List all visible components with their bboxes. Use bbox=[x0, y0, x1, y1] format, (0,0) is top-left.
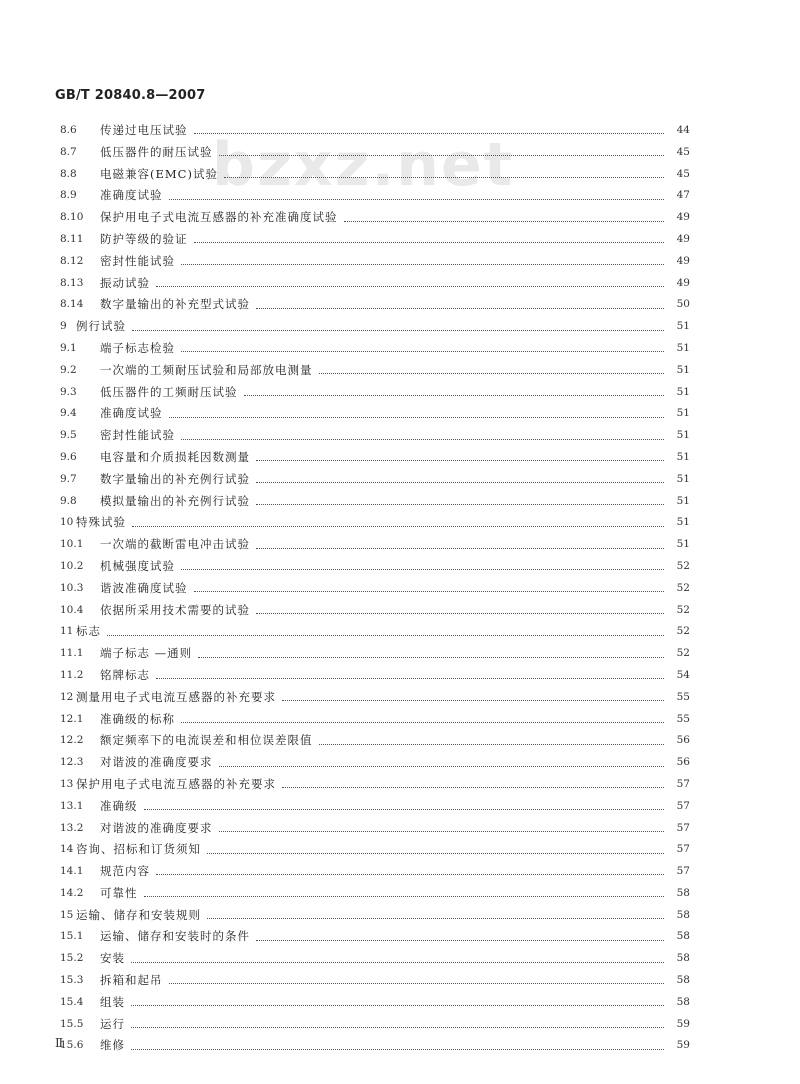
toc-entry-number: 8.14 bbox=[60, 298, 84, 311]
toc-entry-title: 数字量输出的补充型式试验 bbox=[100, 297, 250, 312]
toc-entry[interactable] bbox=[60, 273, 690, 295]
toc-entry-number: 15.3 bbox=[60, 974, 84, 987]
toc-entry-number: 9.4 bbox=[60, 407, 77, 420]
toc-entry-number: 11 bbox=[60, 625, 74, 638]
toc-entry[interactable] bbox=[60, 796, 690, 818]
toc-dot-leader bbox=[256, 504, 664, 505]
toc-entry-number: 9.2 bbox=[60, 363, 77, 376]
toc-entry-page: 52 bbox=[676, 625, 690, 638]
toc-entry-number: 8.12 bbox=[60, 254, 84, 267]
toc-entry[interactable] bbox=[60, 926, 690, 948]
toc-dot-leader bbox=[256, 482, 664, 483]
toc-entry-title: 额定频率下的电流误差和相位误差限值 bbox=[100, 733, 313, 748]
toc-entry-title: 对谐波的准确度要求 bbox=[100, 755, 213, 770]
toc-entry-page: 58 bbox=[676, 886, 690, 899]
toc-entry[interactable] bbox=[60, 1014, 690, 1036]
toc-entry-number: 15.4 bbox=[60, 995, 84, 1008]
toc-entry-title: 一次端的截断雷电冲击试验 bbox=[100, 537, 250, 552]
toc-entry-number: 15.1 bbox=[60, 930, 84, 943]
toc-entry-page: 51 bbox=[676, 516, 690, 529]
toc-entry[interactable] bbox=[60, 883, 690, 905]
toc-entry-page: 59 bbox=[676, 1017, 690, 1030]
toc-dot-leader bbox=[156, 874, 664, 875]
toc-entry-title: 运输、储存和安装规则 bbox=[76, 907, 201, 922]
toc-entry[interactable] bbox=[60, 469, 690, 491]
toc-entry-number: 12.3 bbox=[60, 756, 84, 769]
toc-entry-title: 密封性能试验 bbox=[100, 428, 175, 443]
toc-entry[interactable] bbox=[60, 207, 690, 229]
toc-entry-page: 57 bbox=[676, 821, 690, 834]
toc-entry-number: 15.6 bbox=[60, 1039, 84, 1052]
toc-entry[interactable] bbox=[60, 120, 690, 142]
toc-entry-page: 56 bbox=[676, 734, 690, 747]
toc-entry-title: 运行 bbox=[100, 1016, 125, 1031]
toc-entry[interactable] bbox=[60, 992, 690, 1014]
toc-entry-title: 对谐波的准确度要求 bbox=[100, 820, 213, 835]
toc-entry-number: 10 bbox=[60, 516, 74, 529]
toc-entry[interactable] bbox=[60, 185, 690, 207]
toc-dot-leader bbox=[194, 133, 665, 134]
toc-dot-leader bbox=[282, 700, 664, 701]
toc-entry[interactable] bbox=[60, 600, 690, 622]
toc-entry-title: 端子标志检验 bbox=[100, 340, 175, 355]
toc-dot-leader bbox=[169, 983, 665, 984]
toc-entry[interactable] bbox=[60, 970, 690, 992]
toc-entry[interactable] bbox=[60, 578, 690, 600]
toc-entry-number: 8.8 bbox=[60, 167, 77, 180]
toc-dot-leader bbox=[181, 439, 664, 440]
toc-entry[interactable] bbox=[60, 360, 690, 382]
toc-dot-leader bbox=[169, 199, 665, 200]
toc-dot-leader bbox=[244, 395, 665, 396]
toc-entry-title: 保护用电子式电流互感器的补充准确度试验 bbox=[100, 210, 338, 225]
toc-entry-title: 电容量和介质损耗因数测量 bbox=[100, 449, 250, 464]
toc-dot-leader bbox=[132, 330, 664, 331]
toc-entry-title: 依据所采用技术需要的试验 bbox=[100, 602, 250, 617]
toc-entry-page: 52 bbox=[676, 559, 690, 572]
toc-entry[interactable] bbox=[60, 665, 690, 687]
toc-entry-page: 51 bbox=[676, 385, 690, 398]
toc-entry-page: 57 bbox=[676, 799, 690, 812]
toc-entry-number: 12.1 bbox=[60, 712, 84, 725]
toc-entry[interactable] bbox=[60, 643, 690, 665]
toc-dot-leader bbox=[282, 787, 664, 788]
toc-entry-page: 58 bbox=[676, 930, 690, 943]
toc-entry-title: 咨询、招标和订货须知 bbox=[76, 842, 201, 857]
toc-entry-page: 49 bbox=[676, 232, 690, 245]
toc-dot-leader bbox=[144, 896, 665, 897]
toc-entry-title: 电磁兼容(EMC)试验 bbox=[100, 166, 218, 181]
toc-entry[interactable] bbox=[60, 403, 690, 425]
toc-dot-leader bbox=[344, 221, 665, 222]
toc-dot-leader bbox=[131, 962, 664, 963]
toc-dot-leader bbox=[219, 831, 665, 832]
toc-entry-title: 准确级 bbox=[100, 798, 138, 813]
toc-entry-title: 振动试验 bbox=[100, 275, 150, 290]
toc-entry-number: 10.3 bbox=[60, 581, 84, 594]
watermark: bzxz.net bbox=[212, 130, 515, 200]
toc-entry[interactable] bbox=[60, 142, 690, 164]
toc-dot-leader bbox=[131, 1049, 664, 1050]
toc-entry-page: 57 bbox=[676, 843, 690, 856]
toc-entry-title: 特殊试验 bbox=[76, 515, 126, 530]
toc-entry-page: 55 bbox=[676, 712, 690, 725]
toc-entry-page: 47 bbox=[676, 189, 690, 202]
toc-dot-leader bbox=[181, 264, 664, 265]
toc-entry-page: 51 bbox=[676, 320, 690, 333]
toc-dot-leader bbox=[194, 591, 665, 592]
toc-entry-title: 组装 bbox=[100, 994, 125, 1009]
toc-entry[interactable] bbox=[60, 251, 690, 273]
toc-entry[interactable] bbox=[60, 861, 690, 883]
toc-entry-title: 规范内容 bbox=[100, 864, 150, 879]
toc-entry[interactable] bbox=[60, 425, 690, 447]
toc-entry-number: 13 bbox=[60, 777, 74, 790]
toc-entry[interactable] bbox=[60, 709, 690, 731]
toc-entry-title: 一次端的工频耐压试验和局部放电测量 bbox=[100, 362, 313, 377]
toc-entry[interactable] bbox=[60, 447, 690, 469]
toc-entry-number: 14.1 bbox=[60, 865, 84, 878]
toc-entry-number: 8.6 bbox=[60, 124, 77, 136]
toc-entry[interactable] bbox=[60, 534, 690, 556]
toc-entry-title: 保护用电子式电流互感器的补充要求 bbox=[76, 776, 276, 791]
toc-entry-title: 维修 bbox=[100, 1038, 125, 1053]
toc-entry[interactable] bbox=[60, 752, 690, 774]
toc-entry-title: 谐波准确度试验 bbox=[100, 580, 188, 595]
toc-entry-title: 防护等级的验证 bbox=[100, 231, 188, 246]
toc-dot-leader bbox=[219, 766, 665, 767]
toc-entry-title: 准确级的标称 bbox=[100, 711, 175, 726]
toc-entry-title: 运输、储存和安装时的条件 bbox=[100, 929, 250, 944]
toc-entry-number: 9.1 bbox=[60, 341, 77, 354]
toc-entry-page: 58 bbox=[676, 995, 690, 1008]
toc-entry-number: 10.2 bbox=[60, 559, 84, 572]
toc-entry-number: 9.8 bbox=[60, 494, 77, 507]
toc-entry-page: 51 bbox=[676, 363, 690, 376]
toc-dot-leader bbox=[207, 853, 664, 854]
toc-dot-leader bbox=[224, 177, 664, 178]
toc-entry-title: 测量用电子式电流互感器的补充要求 bbox=[76, 689, 276, 704]
toc-entry-page: 51 bbox=[676, 538, 690, 551]
toc-entry-page: 51 bbox=[676, 450, 690, 463]
toc-entry[interactable] bbox=[60, 316, 690, 338]
toc-dot-leader bbox=[219, 155, 665, 156]
toc-dot-leader bbox=[256, 613, 664, 614]
toc-entry-page: 55 bbox=[676, 690, 690, 703]
toc-entry-number: 9 bbox=[60, 320, 67, 333]
toc-entry-title: 模拟量输出的补充例行试验 bbox=[100, 493, 250, 508]
toc-entry-number: 9.3 bbox=[60, 385, 77, 398]
toc-entry-title: 标志 bbox=[76, 624, 101, 639]
toc-entry[interactable] bbox=[60, 382, 690, 404]
toc-entry[interactable] bbox=[60, 294, 690, 316]
toc-entry-page: 58 bbox=[676, 974, 690, 987]
toc-entry-title: 准确度试验 bbox=[100, 188, 163, 203]
toc-entry-number: 9.6 bbox=[60, 450, 77, 463]
toc-entry-title: 数字量输出的补充例行试验 bbox=[100, 471, 250, 486]
toc-entry-page: 52 bbox=[676, 603, 690, 616]
toc-entry-page: 51 bbox=[676, 494, 690, 507]
toc-entry-number: 8.10 bbox=[60, 211, 84, 224]
toc-entry-title: 传递过电压试验 bbox=[100, 123, 188, 137]
toc-entry[interactable] bbox=[60, 512, 690, 534]
toc-entry-page: 57 bbox=[676, 777, 690, 790]
toc-entry-page: 58 bbox=[676, 908, 690, 921]
page-number: Ⅱ bbox=[55, 1036, 64, 1050]
toc-entry-number: 15.2 bbox=[60, 952, 84, 965]
toc-entry-title: 低压器件的工频耐压试验 bbox=[100, 384, 238, 399]
toc-dot-leader bbox=[181, 351, 664, 352]
toc-dot-leader bbox=[156, 286, 664, 287]
toc-entry-title: 机械强度试验 bbox=[100, 558, 175, 573]
toc-entry-page: 51 bbox=[676, 429, 690, 442]
toc-entry[interactable] bbox=[60, 491, 690, 513]
toc-dot-leader bbox=[198, 657, 664, 658]
toc-entry-title: 拆箱和起吊 bbox=[100, 973, 163, 988]
toc-entry-number: 14.2 bbox=[60, 886, 84, 899]
toc-entry-number: 10.4 bbox=[60, 603, 84, 616]
toc-entry-title: 低压器件的耐压试验 bbox=[100, 144, 213, 159]
toc-entry[interactable] bbox=[60, 839, 690, 861]
toc-entry-number: 10.1 bbox=[60, 538, 84, 551]
toc-dot-leader bbox=[194, 242, 665, 243]
toc-entry-number: 11.2 bbox=[60, 668, 84, 681]
toc-dot-leader bbox=[319, 373, 665, 374]
toc-entry-number: 8.7 bbox=[60, 145, 77, 158]
toc-entry-page: 49 bbox=[676, 211, 690, 224]
toc-entry-title: 准确度试验 bbox=[100, 406, 163, 421]
toc-entry-number: 15 bbox=[60, 908, 74, 921]
toc-entry-number: 12 bbox=[60, 690, 74, 703]
document-id: GB/T 20840.8—2007 bbox=[55, 88, 206, 103]
toc-entry-page: 44 bbox=[676, 124, 690, 136]
toc-entry-page: 51 bbox=[676, 472, 690, 485]
toc-entry-number: 8.11 bbox=[60, 232, 84, 245]
toc-entry[interactable] bbox=[60, 556, 690, 578]
toc-entry-title: 端子标志 —通则 bbox=[100, 646, 193, 661]
toc-entry-page: 52 bbox=[676, 647, 690, 660]
toc-entry-page: 56 bbox=[676, 756, 690, 769]
toc-entry-title: 例行试验 bbox=[76, 319, 126, 334]
toc-entry-number: 13.1 bbox=[60, 799, 84, 812]
toc-dot-leader bbox=[256, 940, 664, 941]
toc-dot-leader bbox=[181, 722, 664, 723]
toc-entry[interactable] bbox=[60, 774, 690, 796]
toc-dot-leader bbox=[169, 417, 665, 418]
toc-entry[interactable] bbox=[60, 1035, 690, 1057]
toc-dot-leader bbox=[256, 460, 664, 461]
toc-entry-page: 45 bbox=[676, 145, 690, 158]
table-of-contents bbox=[60, 120, 690, 1057]
toc-entry[interactable] bbox=[60, 948, 690, 970]
toc-entry[interactable] bbox=[60, 818, 690, 840]
toc-dot-leader bbox=[156, 678, 664, 679]
toc-entry[interactable] bbox=[60, 905, 690, 927]
toc-dot-leader bbox=[207, 918, 664, 919]
toc-entry[interactable] bbox=[60, 338, 690, 360]
toc-entry[interactable] bbox=[60, 621, 690, 643]
toc-entry[interactable] bbox=[60, 687, 690, 709]
toc-dot-leader bbox=[144, 809, 665, 810]
toc-entry-page: 52 bbox=[676, 581, 690, 594]
toc-entry-page: 54 bbox=[676, 668, 690, 681]
toc-entry-title: 可靠性 bbox=[100, 885, 138, 900]
toc-entry-page: 59 bbox=[676, 1039, 690, 1052]
toc-dot-leader bbox=[256, 308, 664, 309]
toc-entry-number: 15.5 bbox=[60, 1017, 84, 1030]
toc-entry-number: 9.7 bbox=[60, 472, 77, 485]
toc-entry-page: 57 bbox=[676, 865, 690, 878]
toc-entry-title: 安装 bbox=[100, 951, 125, 966]
toc-entry-title: 密封性能试验 bbox=[100, 253, 175, 268]
toc-entry-page: 45 bbox=[676, 167, 690, 180]
toc-entry[interactable] bbox=[60, 229, 690, 251]
toc-entry-number: 11.1 bbox=[60, 647, 84, 660]
toc-entry[interactable] bbox=[60, 164, 690, 186]
toc-entry-page: 51 bbox=[676, 407, 690, 420]
toc-entry-page: 51 bbox=[676, 341, 690, 354]
toc-dot-leader bbox=[132, 526, 664, 527]
toc-entry-page: 58 bbox=[676, 952, 690, 965]
toc-entry-page: 49 bbox=[676, 254, 690, 267]
toc-dot-leader bbox=[319, 744, 665, 745]
toc-entry-page: 49 bbox=[676, 276, 690, 289]
toc-entry-title: 铭牌标志 bbox=[100, 667, 150, 682]
toc-entry[interactable] bbox=[60, 730, 690, 752]
toc-entry-number: 8.9 bbox=[60, 189, 77, 202]
toc-dot-leader bbox=[107, 635, 664, 636]
toc-entry-number: 13.2 bbox=[60, 821, 84, 834]
toc-entry-page: 50 bbox=[676, 298, 690, 311]
toc-dot-leader bbox=[131, 1027, 664, 1028]
toc-entry-number: 12.2 bbox=[60, 734, 84, 747]
toc-entry-number: 14 bbox=[60, 843, 74, 856]
toc-dot-leader bbox=[256, 548, 664, 549]
toc-entry-number: 9.5 bbox=[60, 429, 77, 442]
toc-dot-leader bbox=[181, 569, 664, 570]
toc-entry-number: 8.13 bbox=[60, 276, 84, 289]
toc-dot-leader bbox=[131, 1005, 664, 1006]
